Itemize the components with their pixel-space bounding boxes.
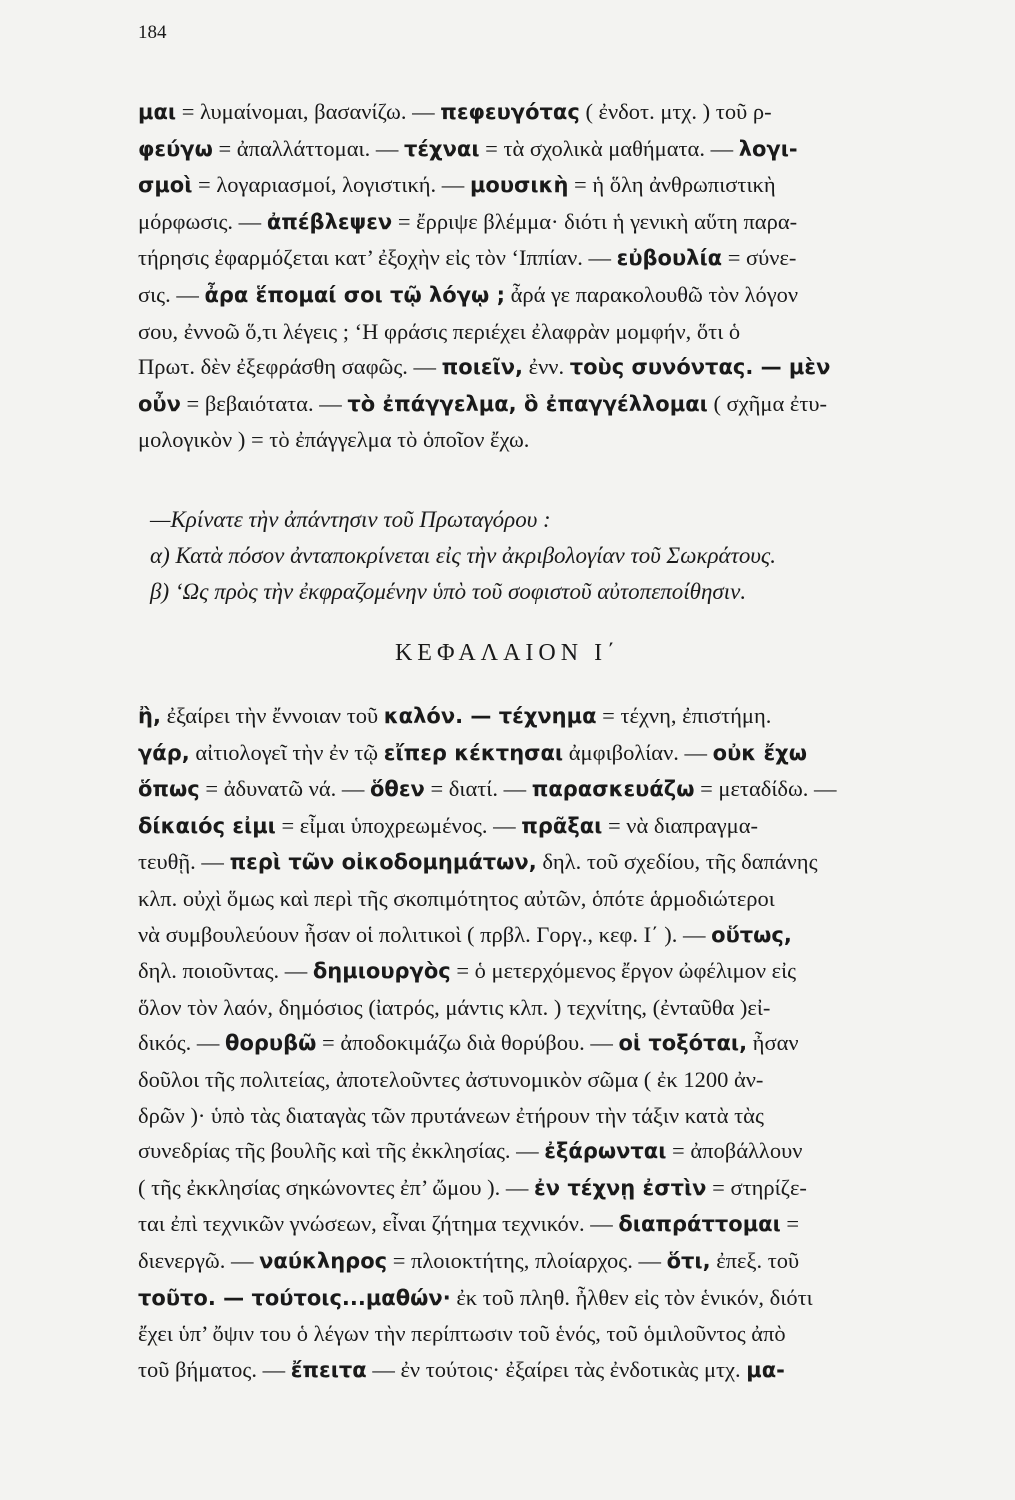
gloss-text: ( ἐνδοτ. μτχ. ) τοῦ ρ- [579,99,772,124]
text-line [138,771,908,808]
lemma: ὅτι, [666,1248,711,1273]
gloss-text: δηλ. τοῦ σχεδίου, τῆς δαπάνης [536,849,818,875]
gloss-text: = ὁ μετερχόμενος ἔργον ὠφέλιμον εἰς [450,958,797,984]
gloss-text: διενεργῶ. — [138,1247,260,1273]
lemma: δημιουργὸς [312,959,451,984]
lemma: τέχναι [403,136,480,161]
gloss-text: κλπ. οὐχὶ ὅμως καὶ περὶ τῆς σκοπιμότητος αὐτῶν, ὁπότε ἁρμοδιώτεροι [138,885,775,911]
lemma: πεφευγότας [440,100,580,124]
gloss-text: ἀμφιβολίαν. — [563,739,713,765]
gloss-text: = ἀποδοκιμάζω διὰ θορύβου. — [316,1030,619,1056]
gloss-text: τοῦ βήματος. — [138,1356,291,1382]
lemma: οἱ τοξόται, [618,1031,748,1056]
lemma: ἐξάρωνται [544,1139,667,1164]
lemma: ἐν τέχνῃ ἐστὶν [534,1175,707,1200]
gloss-text: = διατί. — [424,776,532,802]
gloss-text: = ἀποβάλλουν [666,1138,803,1164]
lemma: μουσικὴ [469,173,569,198]
lemma: τὸ ἐπάγγελμα, ὃ ἐπαγγέλλομαι [347,391,708,416]
lemma: πρᾶξαι [521,813,603,838]
gloss-text: = λυμαίνομαι, βασανίζω. — [176,99,441,124]
gloss-text: ὅλον τὸν λαόν, δημόσιος (ἰατρός, μάντις κλπ. ) τεχνίτης, (ἐνταῦθα )εἰ- [138,994,771,1020]
gloss-text: ἐξαίρει τὴν ἔννοιαν τοῦ [160,703,384,728]
lemma: οὐκ ἔχω [712,740,807,765]
gloss-text: = νὰ διαπραγμα- [602,812,758,838]
page-number: 184 [138,22,167,43]
text-line [138,1098,908,1134]
gloss-text: συνεδρίας τῆς βουλῆς καὶ τῆς ἐκκλησίας. — [138,1138,545,1164]
lemma: ποιεῖν, [441,355,524,380]
text-line [138,314,908,350]
gloss-text: μόρφωσις. — [138,208,267,234]
text-line [138,881,908,917]
gloss-text: = στηρίζε- [706,1174,807,1200]
text-line [138,990,908,1026]
lemma: εὐβουλία [616,246,723,271]
gloss-text: Πρωτ. δὲν ἐξεφράσθη σαφῶς. — [138,354,442,380]
lemma: εἴπερ κέκτησαι [383,740,564,765]
lemma: δίκαιός εἰμι [138,813,276,838]
text-line [138,1025,908,1062]
lemma: ναύκληρος [259,1248,388,1273]
gloss-text: = ἀπαλλάττομαι. — [212,135,404,161]
lemma: μα- [746,1357,785,1382]
gloss-text: = εἶμαι ὑποχρεωμένος. — [275,812,522,838]
gloss-text: τευθῇ. — [138,849,230,875]
gloss-bottom [138,698,908,1388]
text-line [138,844,908,881]
lemma: οὖν [138,391,181,416]
gloss-text: = ἀδυνατῶ νά. — [199,776,370,802]
gloss-text: νὰ συμβουλεύουν ἦσαν οἱ πολιτικοὶ ( πρβλ. Γοργ., κεφ. Ι΄ ). — [138,921,712,947]
gloss-text: — ἐν τούτοις· ἐξαίρει τὰς ἐνδοτικὰς μτχ. [366,1356,747,1382]
lemma: ἀπέβλεψεν [266,209,393,234]
gloss-text: ( τῆς ἐκκλησίας σηκώνοντες ἐπ’ ὤμου ). — [138,1174,535,1200]
text-line [138,1170,908,1207]
lemma: σμοὶ [138,173,193,198]
gloss-text: ται ἐπὶ τεχνικῶν γνώσεων, εἶναι ζήτημα τεχνικόν. — [138,1211,619,1237]
gloss-text: = ἔρριψε βλέμμα· διότι ἡ γενικὴ αὕτη παρα- [392,208,798,234]
questions [150,502,940,610]
lemma: περὶ τῶν οἰκοδομημάτων, [229,850,537,875]
text-line [138,1243,908,1280]
lemma: μαι [138,100,177,124]
gloss-text: ἦσαν [747,1030,799,1056]
gloss-text: δηλ. ποιοῦντας. — [138,958,313,984]
text-line [138,1316,908,1352]
gloss-text: σου, ἐννοῶ ὅ,τι λέγεις ; ‘Η φράσις περιέχει ἐλαφρὰν μομφήν, ὅτι ὁ [138,318,741,344]
text-line [138,277,908,314]
gloss-text: = βεβαιότατα. — [180,390,348,416]
text-line [138,1352,908,1389]
gloss-text: = [780,1211,800,1237]
lemma: θορυβῶ [225,1031,317,1056]
lemma: καλόν. — τέχνημα [383,704,597,728]
gloss-text: ἆρά γε παρακολουθῶ τὸν λόγον [505,281,799,307]
lemma: διαπράττομαι [618,1212,781,1237]
text-line [138,386,908,423]
text-line [138,240,908,277]
question-b: β) ‘Ως πρὸς τὴν ἐκφραζομένην ὑπὸ τοῦ σοφιστοῦ αὐτοπεποίθησιν. [150,579,747,604]
gloss-text: = τέχνη, ἐπιστήμη. [596,703,772,728]
lemma: ἢ, [138,704,161,728]
question-intro: —Κρίνατε τὴν ἀπάντησιν τοῦ Πρωταγόρου : [150,507,551,532]
chapter-title: ΚΕΦΑΛΑΙΟΝ Ι΄ [394,640,621,666]
text-line [138,1062,908,1098]
lemma: ὅπως [138,777,200,802]
lemma: τοῦτο. — τούτοις...μαθών· [138,1285,451,1310]
question-a: α) Κατὰ πόσον ἀνταποκρίνεται εἰς τὴν ἀκριβολογίαν τοῦ Σωκράτους. [150,543,776,568]
text-line [138,917,908,954]
gloss-text: δικός. — [138,1030,226,1056]
text-line [138,349,908,386]
gloss-text: = λογαριασμοί, λογιστική. — [192,172,470,198]
text-line [138,735,908,772]
lemma: φεύγω [138,136,213,161]
gloss-text: = τὰ σχολικὰ μαθήματα. — [479,135,739,161]
gloss-text: = πλοιοκτήτης, πλοίαρχος. — [387,1247,667,1273]
gloss-text: = σύνε- [722,245,797,271]
lemma: ὅθεν [370,777,425,802]
text-line [138,131,908,168]
gloss-text: ( σχῆμα ἐτυ- [707,390,828,416]
text-line [138,698,908,735]
text-line [138,94,908,131]
gloss-text: σις. — [138,281,205,307]
gloss-text: μολογικὸν ) = τὸ ἐπάγγελμα τὸ ὁποῖον ἔχω. [138,427,530,453]
text-line [138,1133,908,1170]
lemma: γάρ, [138,740,190,765]
text-line [138,1206,908,1243]
gloss-text: ἐκ τοῦ πληθ. ἦλθεν εἰς τὸν ἑνικόν, διότι [450,1284,813,1310]
lemma: ἔπειτα [290,1357,367,1382]
gloss-text: τήρησις ἐφαρμόζεται κατ’ ἐξοχὴν εἰς τὸν ‘Ιππίαν. — [138,245,617,271]
text-line [138,422,908,458]
gloss-text: αἰτιολογεῖ τὴν ἐν τῷ [189,739,384,765]
gloss-text: = μεταδίδω. — [694,776,837,802]
gloss-text: δρῶν )· ὑπὸ τὰς διαταγὰς τῶν πρυτάνεων ἐτήρουν τὴν τάξιν κατὰ τὰς [138,1102,764,1128]
gloss-text: = ἡ ὅλη ἀνθρωπιστικὴ [568,172,776,198]
gloss-text: ἐπεξ. τοῦ [710,1247,800,1273]
text-line [138,808,908,845]
gloss-text: δοῦλοι τῆς πολιτείας, ἀποτελοῦντες ἀστυνομικὸν σῶμα ( ἐκ 1200 ἀν- [138,1066,764,1092]
text-line [138,204,908,241]
lemma: ἆρα ἕπομαί σοι τῷ λόγῳ ; [204,282,505,307]
gloss-text: ἔχει ὑπ’ ὄψιν του ὁ λέγων τὴν περίπτωσιν τοῦ ἑνός, τοῦ ὁμιλοῦντος ἀπὸ [138,1321,786,1347]
gloss-top [138,94,908,458]
text-line [138,1280,908,1317]
text-line [138,953,908,990]
lemma: παρασκευάζω [531,777,695,802]
text-line [138,167,908,204]
lemma: τοὺς συνόντας. — μὲν [569,355,831,380]
gloss-text: ἐνν. [523,354,570,380]
lemma: λογι- [738,136,798,161]
lemma: οὕτως, [711,922,792,947]
